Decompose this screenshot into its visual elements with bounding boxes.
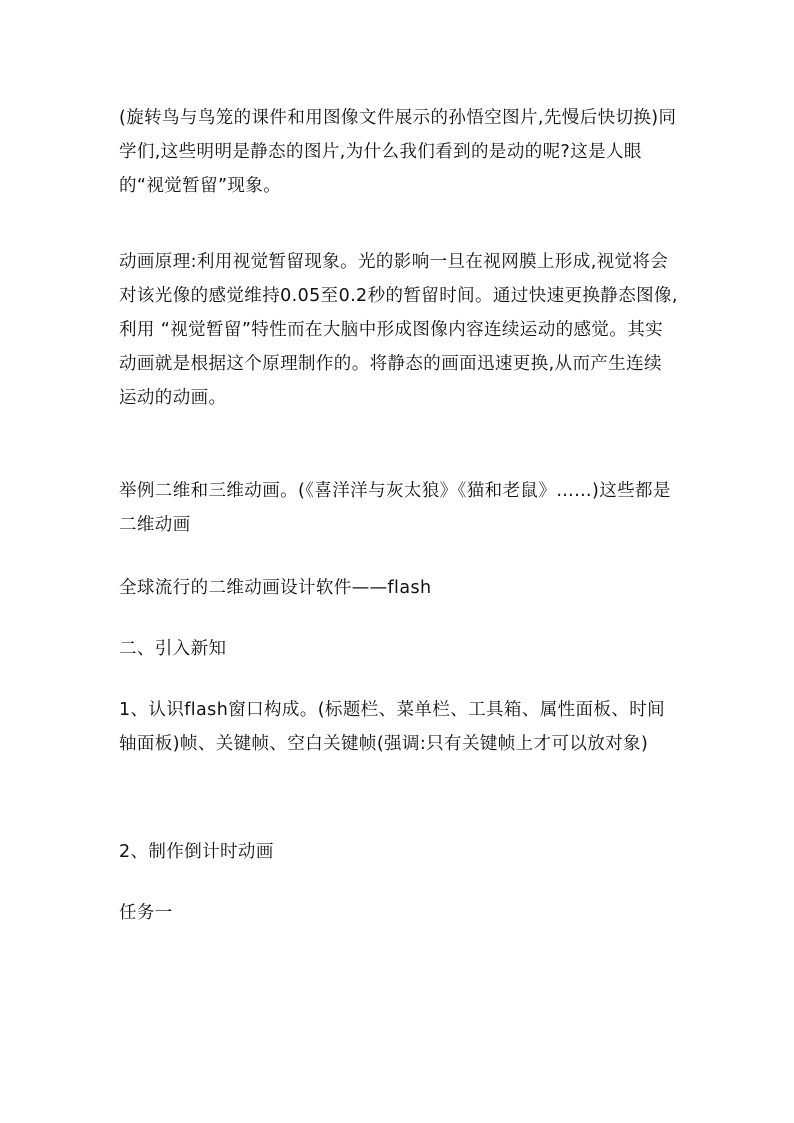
paragraph-animation-principle: 动画原理:利用视觉暂留现象。光的影响一旦在视网膜上形成,视觉将会对该光像的感觉维持0.05至0.2秒的暂留时间。通过快速更换静态图像,利用 “视觉暂留”特性而在大脑中形成图像内容连续运动的感觉。其实动画就是根据这个原理制作的。将静态的画面迅速更换,从而产生连续运动的动画。 xyxy=(119,252,678,408)
paragraph-flash-window-components: 1、认识flash窗口构成。(标题栏、菜单栏、工具箱、属性面板、时间轴面板)帧、关键帧、空白关键帧(强调:只有关键帧上才可以放对象) xyxy=(119,700,666,754)
paragraph-flash-software: 全球流行的二维动画设计软件——flash xyxy=(119,578,432,598)
paragraph-task-one: 任务一 xyxy=(119,903,173,923)
paragraph-2d-3d-examples: 举例二维和三维动画。(《喜洋洋与灰太狼》《猫和老鼠》……)这些都是二维动画 xyxy=(119,481,671,535)
section-heading-new-knowledge: 二、引入新知 xyxy=(119,639,227,659)
paragraph-intro-visual-persistence: (旋转鸟与鸟笼的课件和用图像文件展示的孙悟空图片,先慢后快切换)同学们,这些明明是静态的图片,为什么我们看到的是动的呢?这是人眼的“视觉暂留”现象。 xyxy=(119,108,677,196)
paragraph-countdown-animation: 2、制作倒计时动画 xyxy=(119,842,274,862)
